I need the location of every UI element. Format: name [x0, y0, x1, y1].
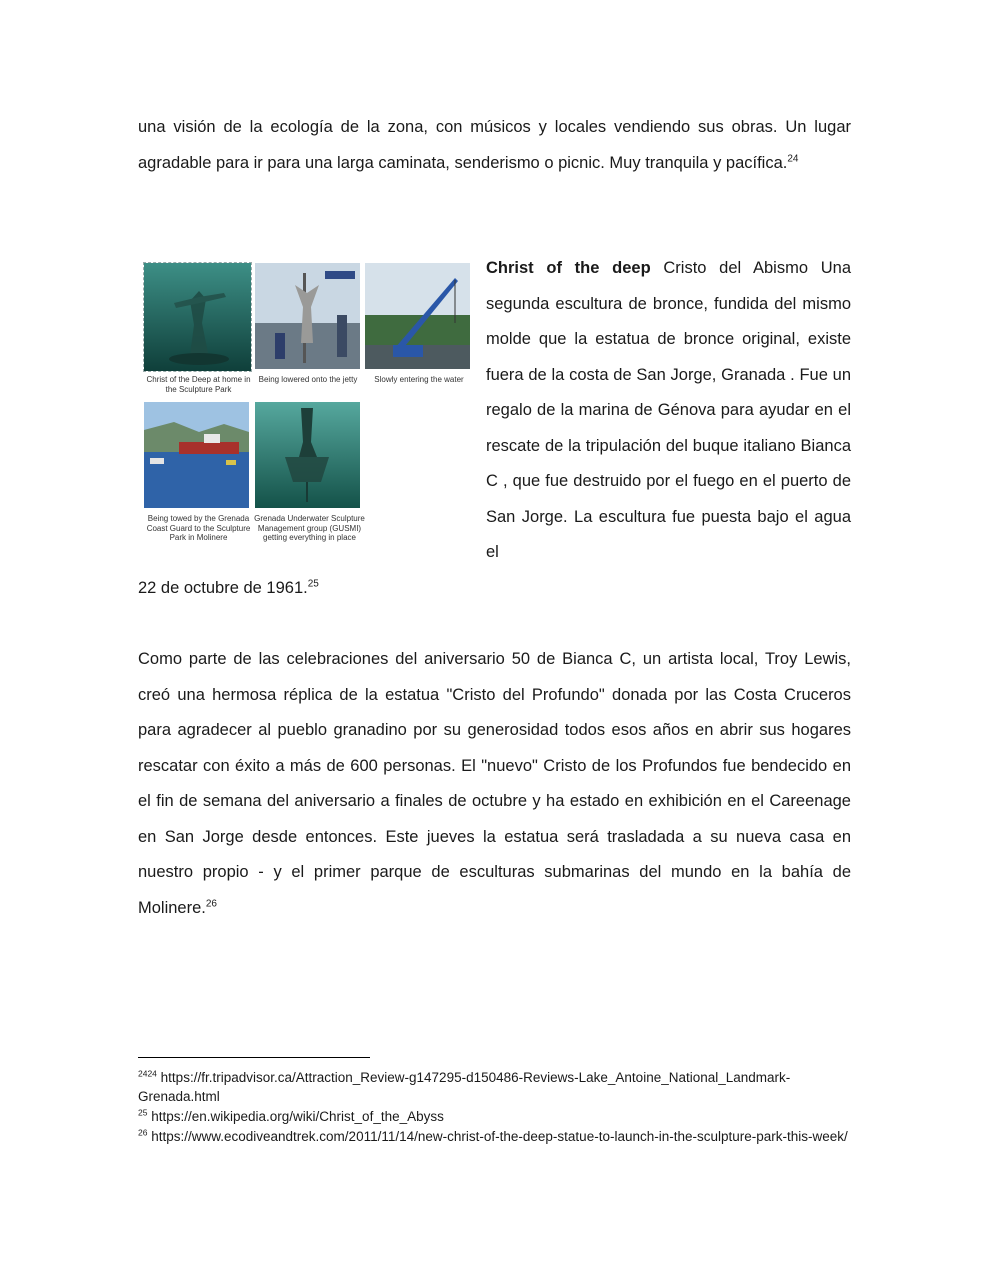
underwater-statue-image — [144, 263, 251, 371]
coast-guard-boat-image — [144, 402, 249, 508]
section-heading: Christ of the deep — [486, 259, 651, 277]
continuation-text: 22 de octubre de 1961. — [138, 579, 308, 597]
caption-lowered-jetty: Being lowered onto the jetty — [258, 375, 358, 384]
paragraph-text: una visión de la ecología de la zona, con músicos y locales vendiendo sus obras. Un lugar agradable para ir para una larga caminata, senderismo o picnic. Muy tranquila y pacífica. — [138, 118, 851, 172]
photo-underwater-silhouette — [255, 402, 360, 508]
section-body: Cristo del Abismo Una segunda escultura de bronce, fundida del mismo molde que la estatua de bronce original, existe fuera de la costa de San Jorge, Granada . Fue un regalo de la marina de Génova para ayudar en el rescate de la tripulación del buque italiano Bianca C , que fue destruido por el fuego en el puerto de San Jorge. La escultura fue puesta bajo el agua el — [486, 259, 851, 561]
footnote-separator — [138, 1057, 370, 1058]
footnote-ref: 25 — [307, 578, 319, 590]
paragraph-ecology — [138, 110, 851, 181]
paragraph-anniversary — [138, 642, 851, 926]
footnote-24 — [138, 1068, 853, 1106]
christ-of-deep-text — [486, 251, 851, 571]
statue-on-jetty-image — [255, 263, 360, 369]
caption-towed: Being towed by the Grenada Coast Guard to the Sculpture Park in Molinere — [146, 514, 251, 542]
footnote-mark: 2424 — [138, 1068, 157, 1079]
footnote-ref: 26 — [205, 898, 217, 909]
footnote-link[interactable]: https://fr.tripadvisor.ca/Attraction_Review-g147295-d150486-Reviews-Lake_Antoine_National_Landmark-Grenada.html — [138, 1070, 791, 1104]
footnote-ref: 24 — [787, 153, 799, 164]
footnote-link[interactable]: https://www.ecodiveandtrek.com/2011/11/14/new-christ-of-the-deep-statue-to-launch-in-the-sculpture-park-this-week/ — [147, 1129, 848, 1144]
caption-underwater-statue: Christ of the Deep at home in the Sculpture Park — [146, 375, 251, 394]
footnote-mark: 26 — [138, 1127, 148, 1138]
photo-crane-lowering — [365, 263, 470, 369]
crane-lowering-image — [365, 263, 470, 369]
paragraph-text: Como parte de las celebraciones del aniversario 50 de Bianca C, un artista local, Troy Lewis, creó una hermosa réplica de la estatua "Cristo del Profundo" donada por las Costa Cruceros para agradecer al pueblo granadino por su generosidad todos esos años en abrir sus hogares rescatar con éxito a más de 600 personas. El "nuevo" Cristo de los Profundos fue bendecido en el fin de semana del aniversario a finales de octubre y ha estado en exhibición en el Careenage en San Jorge desde entonces. Este jueves la estatua será trasladada a su nueva casa en nuestro propio - y el primer parque de esculturas submarinas del mundo en la bahía de Molinere. — [138, 650, 851, 917]
footnote-25 — [138, 1107, 853, 1126]
caption-entering-water: Slowly entering the water — [374, 375, 464, 384]
footnote-mark: 25 — [138, 1107, 148, 1118]
photo-underwater-statue — [143, 262, 252, 372]
photo-coast-guard-boat — [144, 402, 249, 508]
footnote-26 — [138, 1127, 853, 1146]
underwater-silhouette-image — [255, 402, 360, 508]
section-continuation — [138, 571, 851, 607]
footnote-link[interactable]: https://en.wikipedia.org/wiki/Christ_of_the_Abyss — [147, 1109, 444, 1124]
caption-gusmi: Grenada Underwater Sculpture Management group (GUSMI) getting everything in place — [254, 514, 365, 542]
photo-statue-on-jetty — [255, 263, 360, 369]
